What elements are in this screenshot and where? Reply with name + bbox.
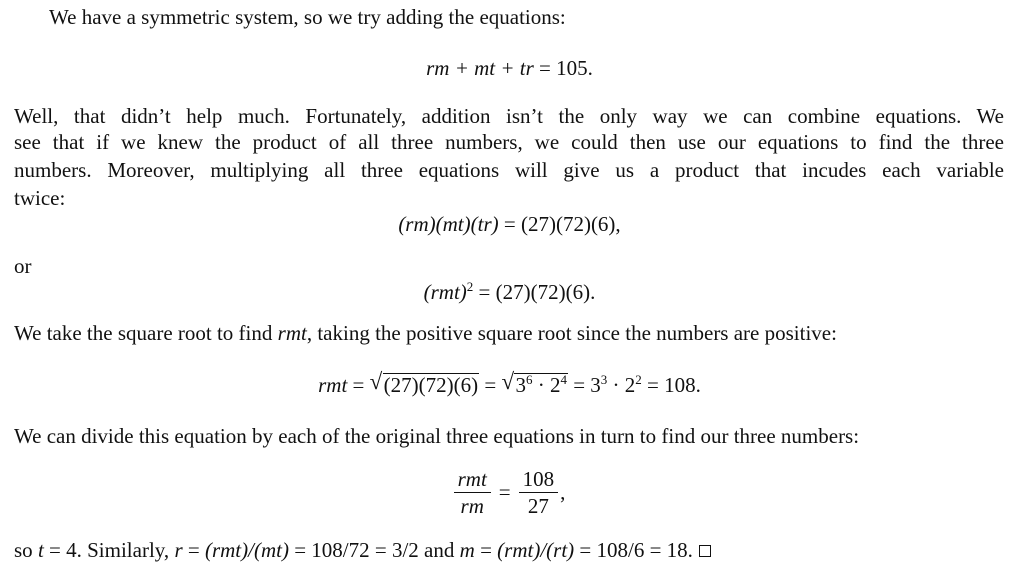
- paragraph-line: see that if we knew the product of all three numbers, we could then use our equations to find the three: [14, 130, 1004, 154]
- paragraph-line: numbers. Moreover, multiplying all three equations will give us a product that incudes each variable: [14, 158, 1004, 182]
- radicand-exponent: 4: [560, 372, 567, 387]
- fraction-denominator: 27: [527, 494, 549, 518]
- conclusion-variable: (rmt)/(rt): [497, 538, 575, 562]
- equation-sum-rhs: = 105.: [533, 56, 593, 80]
- paragraph-line: Well, that didn’t help much. Fortunately, addition isn’t the only way we can combine equations. We: [14, 104, 1004, 128]
- equals-sign: =: [347, 373, 370, 397]
- power-exponent: 2: [635, 372, 642, 387]
- radicand-exponent: 6: [525, 372, 533, 387]
- equation-product-rhs: = (27)(72)(6),: [498, 212, 621, 236]
- conclusion-sentence: [14, 537, 711, 563]
- square-root-sentence-pre: We take the square root to find: [14, 321, 278, 345]
- fraction-numerator: 108: [522, 467, 555, 491]
- equation-product-lhs: (rm)(mt)(tr): [398, 212, 499, 236]
- equation-squared: [0, 279, 1019, 305]
- radicand-base: · 2: [532, 373, 561, 397]
- equation-root: [0, 369, 1019, 398]
- equation-sum-lhs: rm + mt + tr: [426, 56, 534, 80]
- square-root-sentence: [14, 320, 837, 346]
- radicand-base: 3: [515, 373, 526, 397]
- conclusion-variable: m: [459, 538, 475, 562]
- conclusion-text: = 108/6 = 18.: [574, 538, 693, 562]
- fraction-right: [519, 466, 559, 519]
- fraction-left: [454, 466, 491, 519]
- conclusion-text: = 108/72 = 3/2 and: [288, 538, 460, 562]
- or-word: or: [14, 254, 32, 278]
- trailing-comma: ,: [560, 480, 566, 504]
- conclusion-variable: r: [174, 538, 183, 562]
- conclusion-text: so: [14, 538, 38, 562]
- square-root-sentence-var: rmt: [277, 321, 307, 345]
- radicand-powers: [514, 373, 568, 396]
- equation-product: [0, 211, 1019, 237]
- square-root-sentence-post: , taking the positive square root since the numbers are positive:: [306, 321, 837, 345]
- fraction-numerator: rmt: [457, 467, 487, 491]
- equation-root-result: = 108.: [641, 373, 701, 397]
- power-base: = 3: [567, 373, 601, 397]
- equation-squared-lhs: (rmt): [423, 280, 467, 304]
- equation-squared-exponent: 2: [466, 279, 474, 294]
- conclusion-text: =: [474, 538, 498, 562]
- radicand: (27)(72)(6): [383, 373, 479, 397]
- power-exponent: 3: [600, 372, 608, 387]
- equation-fraction: [0, 466, 1019, 519]
- equals-sign: =: [498, 480, 511, 504]
- divide-sentence: We can divide this equation by each of the original three equations in turn to find our three numbers:: [14, 424, 860, 448]
- power-base: · 2: [607, 373, 636, 397]
- qed-square-icon: [699, 545, 711, 557]
- conclusion-text: =: [182, 538, 205, 562]
- equation-sum: [0, 55, 1019, 81]
- equation-root-lhs: rmt: [318, 373, 348, 397]
- paragraph-line: twice:: [14, 186, 66, 210]
- equation-squared-rhs: = (27)(72)(6).: [473, 280, 596, 304]
- conclusion-text: = 4. Similarly,: [43, 538, 175, 562]
- conclusion-variable: (rmt)/(mt): [204, 538, 289, 562]
- fraction-denominator: rm: [460, 494, 484, 518]
- square-root-symbol: √ $3^6 \cdot 2^4$: [501, 369, 567, 397]
- equals-sign: =: [479, 373, 502, 397]
- conclusion-variable: t: [37, 538, 44, 562]
- square-root-symbol: √ (27)(72)(6): [369, 369, 479, 397]
- intro-sentence: We have a symmetric system, so we try adding the equations:: [49, 5, 566, 29]
